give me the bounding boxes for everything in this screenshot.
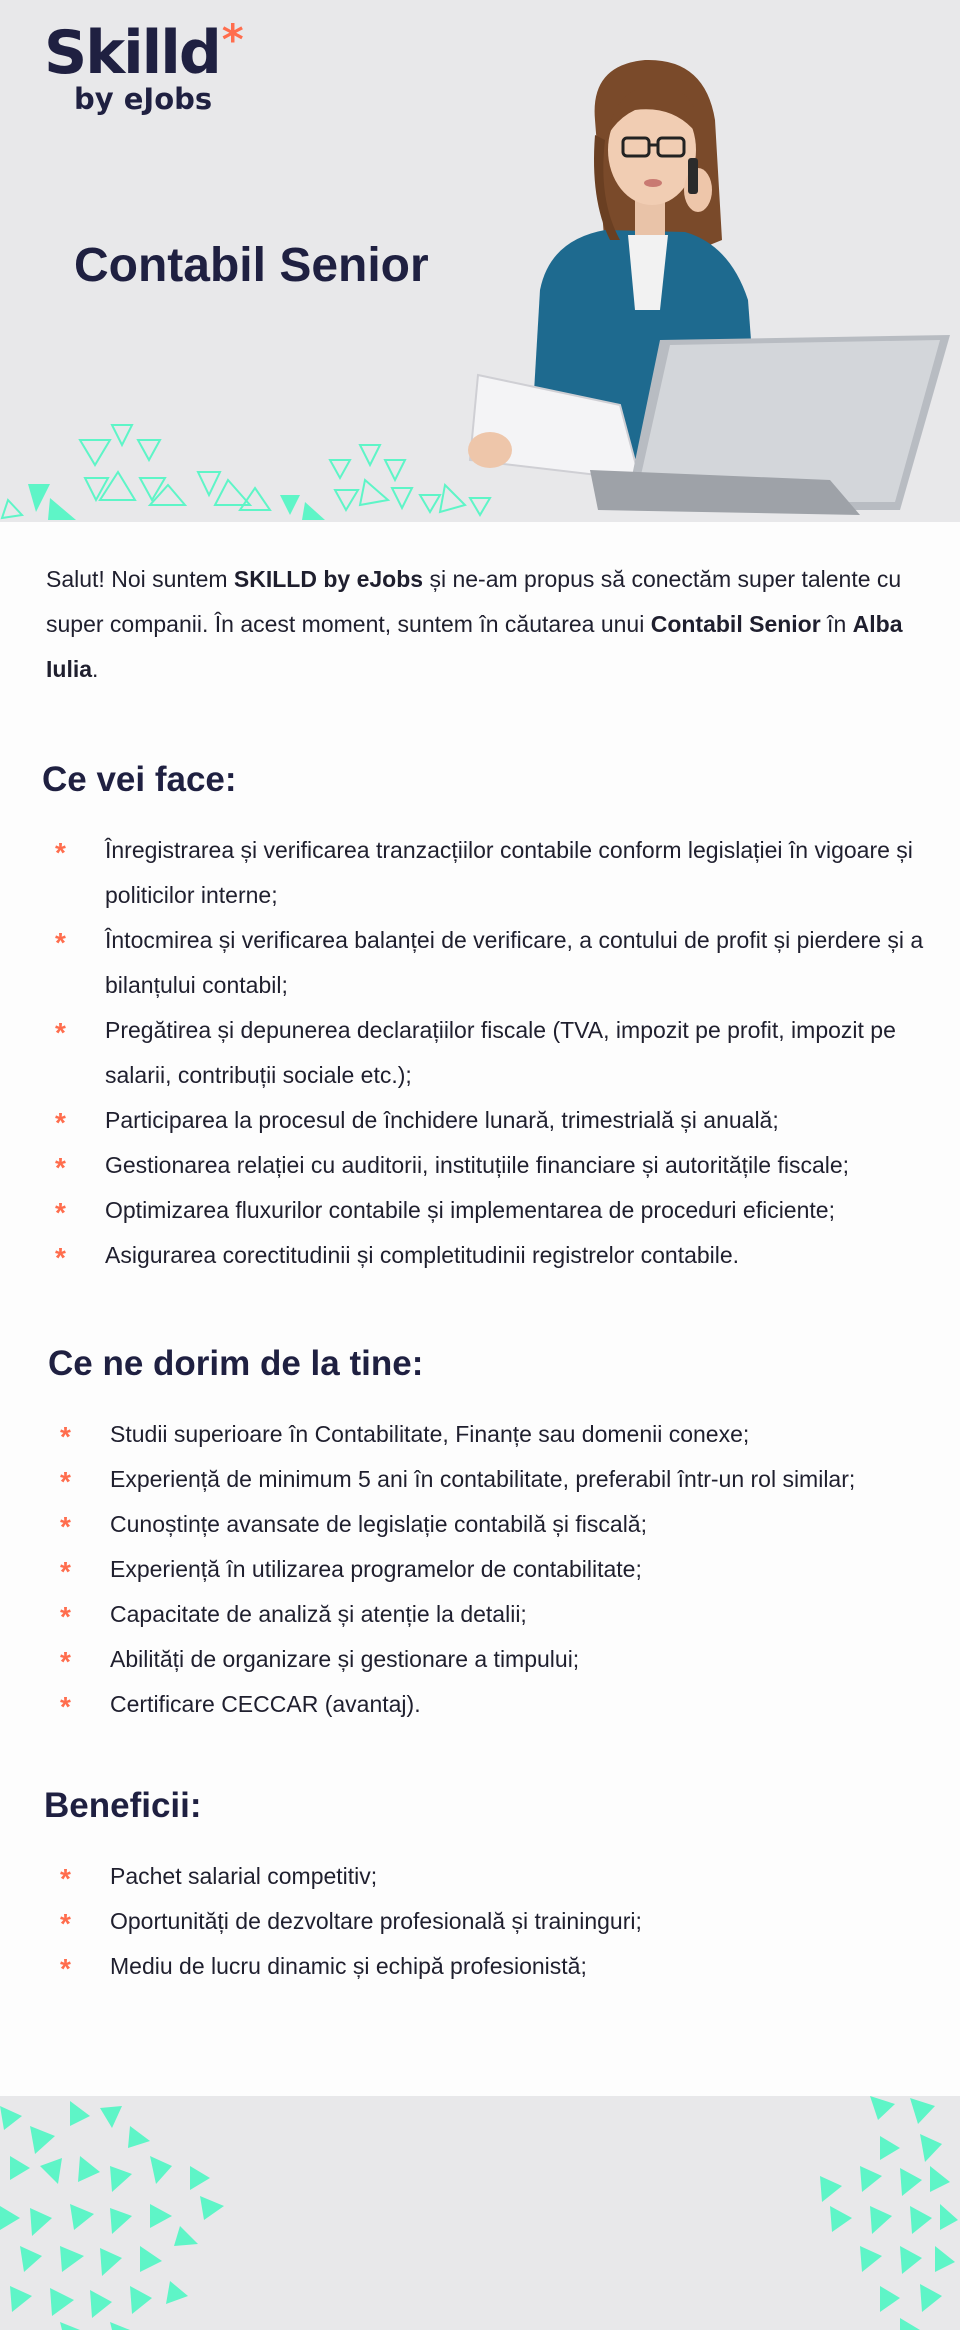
logo-wordmark: Skilld * — [44, 15, 242, 88]
list-item: * Experiență de minimum 5 ani în contabilitate, preferabil într-un rol similar; — [60, 1457, 950, 1502]
asterisk-bullet-icon: * — [60, 1863, 71, 1894]
list-item: * Înregistrarea și verificarea tranzacțiilor contabile conform legislației în vigoare și politicilor interne; — [55, 828, 950, 918]
asterisk-bullet-icon: * — [60, 1421, 71, 1452]
asterisk-bullet-icon: * — [60, 1646, 71, 1677]
requirements-list — [60, 1412, 950, 1727]
list-item: * Studii superioare în Contabilitate, Finanțe sau domenii conexe; — [60, 1412, 950, 1457]
asterisk-bullet-icon: * — [55, 1152, 66, 1183]
list-item: * Experiență în utilizarea programelor de contabilitate; — [60, 1547, 950, 1592]
list-item: * Optimizarea fluxurilor contabile și implementarea de proceduri eficiente; — [55, 1188, 950, 1233]
list-item: * Certificare CECCAR (avantaj). — [60, 1682, 950, 1727]
company-name: SKILLD by eJobs — [233, 566, 424, 592]
position-name: Contabil Senior — [650, 611, 821, 637]
benefits-list — [60, 1854, 950, 1989]
asterisk-bullet-icon: * — [55, 927, 66, 958]
footer-banner — [0, 2096, 960, 2330]
asterisk-bullet-icon: * — [60, 1511, 71, 1542]
list-item: * Capacitate de analiză și atenție la detalii; — [60, 1592, 950, 1637]
triangles-decoration-footer — [0, 2096, 960, 2330]
logo-subtitle: by eJobs — [74, 82, 213, 116]
location-name: Alba Iulia — [46, 611, 903, 682]
asterisk-bullet-icon: * — [55, 837, 66, 868]
list-item: * Asigurarea corectitudinii și completitudinii registrelor contabile. — [55, 1233, 950, 1278]
list-item: * Pregătirea și depunerea declarațiilor fiscale (TVA, impozit pe profit, impozit pe salarii, contribuții sociale etc.); — [55, 1008, 950, 1098]
hero-woman-laptop-image — [430, 40, 960, 522]
asterisk-bullet-icon: * — [55, 1242, 66, 1273]
section-title-benefits: Beneficii: — [44, 1786, 202, 1825]
asterisk-bullet-icon: * — [60, 1601, 71, 1632]
header-banner — [0, 0, 960, 522]
asterisk-bullet-icon: * — [60, 1908, 71, 1939]
responsibilities-list — [55, 828, 950, 1278]
list-item: * Mediu de lucru dinamic și echipă profesionistă; — [60, 1944, 950, 1989]
list-item: * Abilități de organizare și gestionare a timpului; — [60, 1637, 950, 1682]
list-item: * Cunoștințe avansate de legislație contabilă și fiscală; — [60, 1502, 950, 1547]
logo-star-icon: * — [221, 15, 242, 64]
asterisk-bullet-icon: * — [55, 1017, 66, 1048]
section-title-requirements: Ce ne dorim de la tine: — [48, 1344, 424, 1383]
asterisk-bullet-icon: * — [55, 1107, 66, 1138]
asterisk-bullet-icon: * — [60, 1691, 71, 1722]
asterisk-bullet-icon: * — [60, 1556, 71, 1587]
asterisk-bullet-icon: * — [55, 1197, 66, 1228]
list-item: * Pachet salarial competitiv; — [60, 1854, 950, 1899]
job-title: Contabil Senior — [74, 239, 429, 292]
list-item: * Participarea la procesul de închidere lunară, trimestrială și anuală; — [55, 1098, 950, 1143]
list-item: * Oportunități de dezvoltare profesională și traininguri; — [60, 1899, 950, 1944]
section-title-responsibilities: Ce vei face: — [42, 760, 237, 799]
intro-paragraph: Salut! Noi suntem SKILLD by eJobs și ne-am propus să conectăm super talente cu super companii. În acest moment, suntem în căutarea unui Contabil Senior în Alba Iulia. — [46, 566, 903, 682]
list-item: * Întocmirea și verificarea balanței de verificare, a contului de profit și pierdere și a bilanțului contabil; — [55, 918, 950, 1008]
asterisk-bullet-icon: * — [60, 1953, 71, 1984]
asterisk-bullet-icon: * — [60, 1466, 71, 1497]
list-item: * Gestionarea relației cu auditorii, instituțiile financiare și autoritățile fiscale; — [55, 1143, 950, 1188]
